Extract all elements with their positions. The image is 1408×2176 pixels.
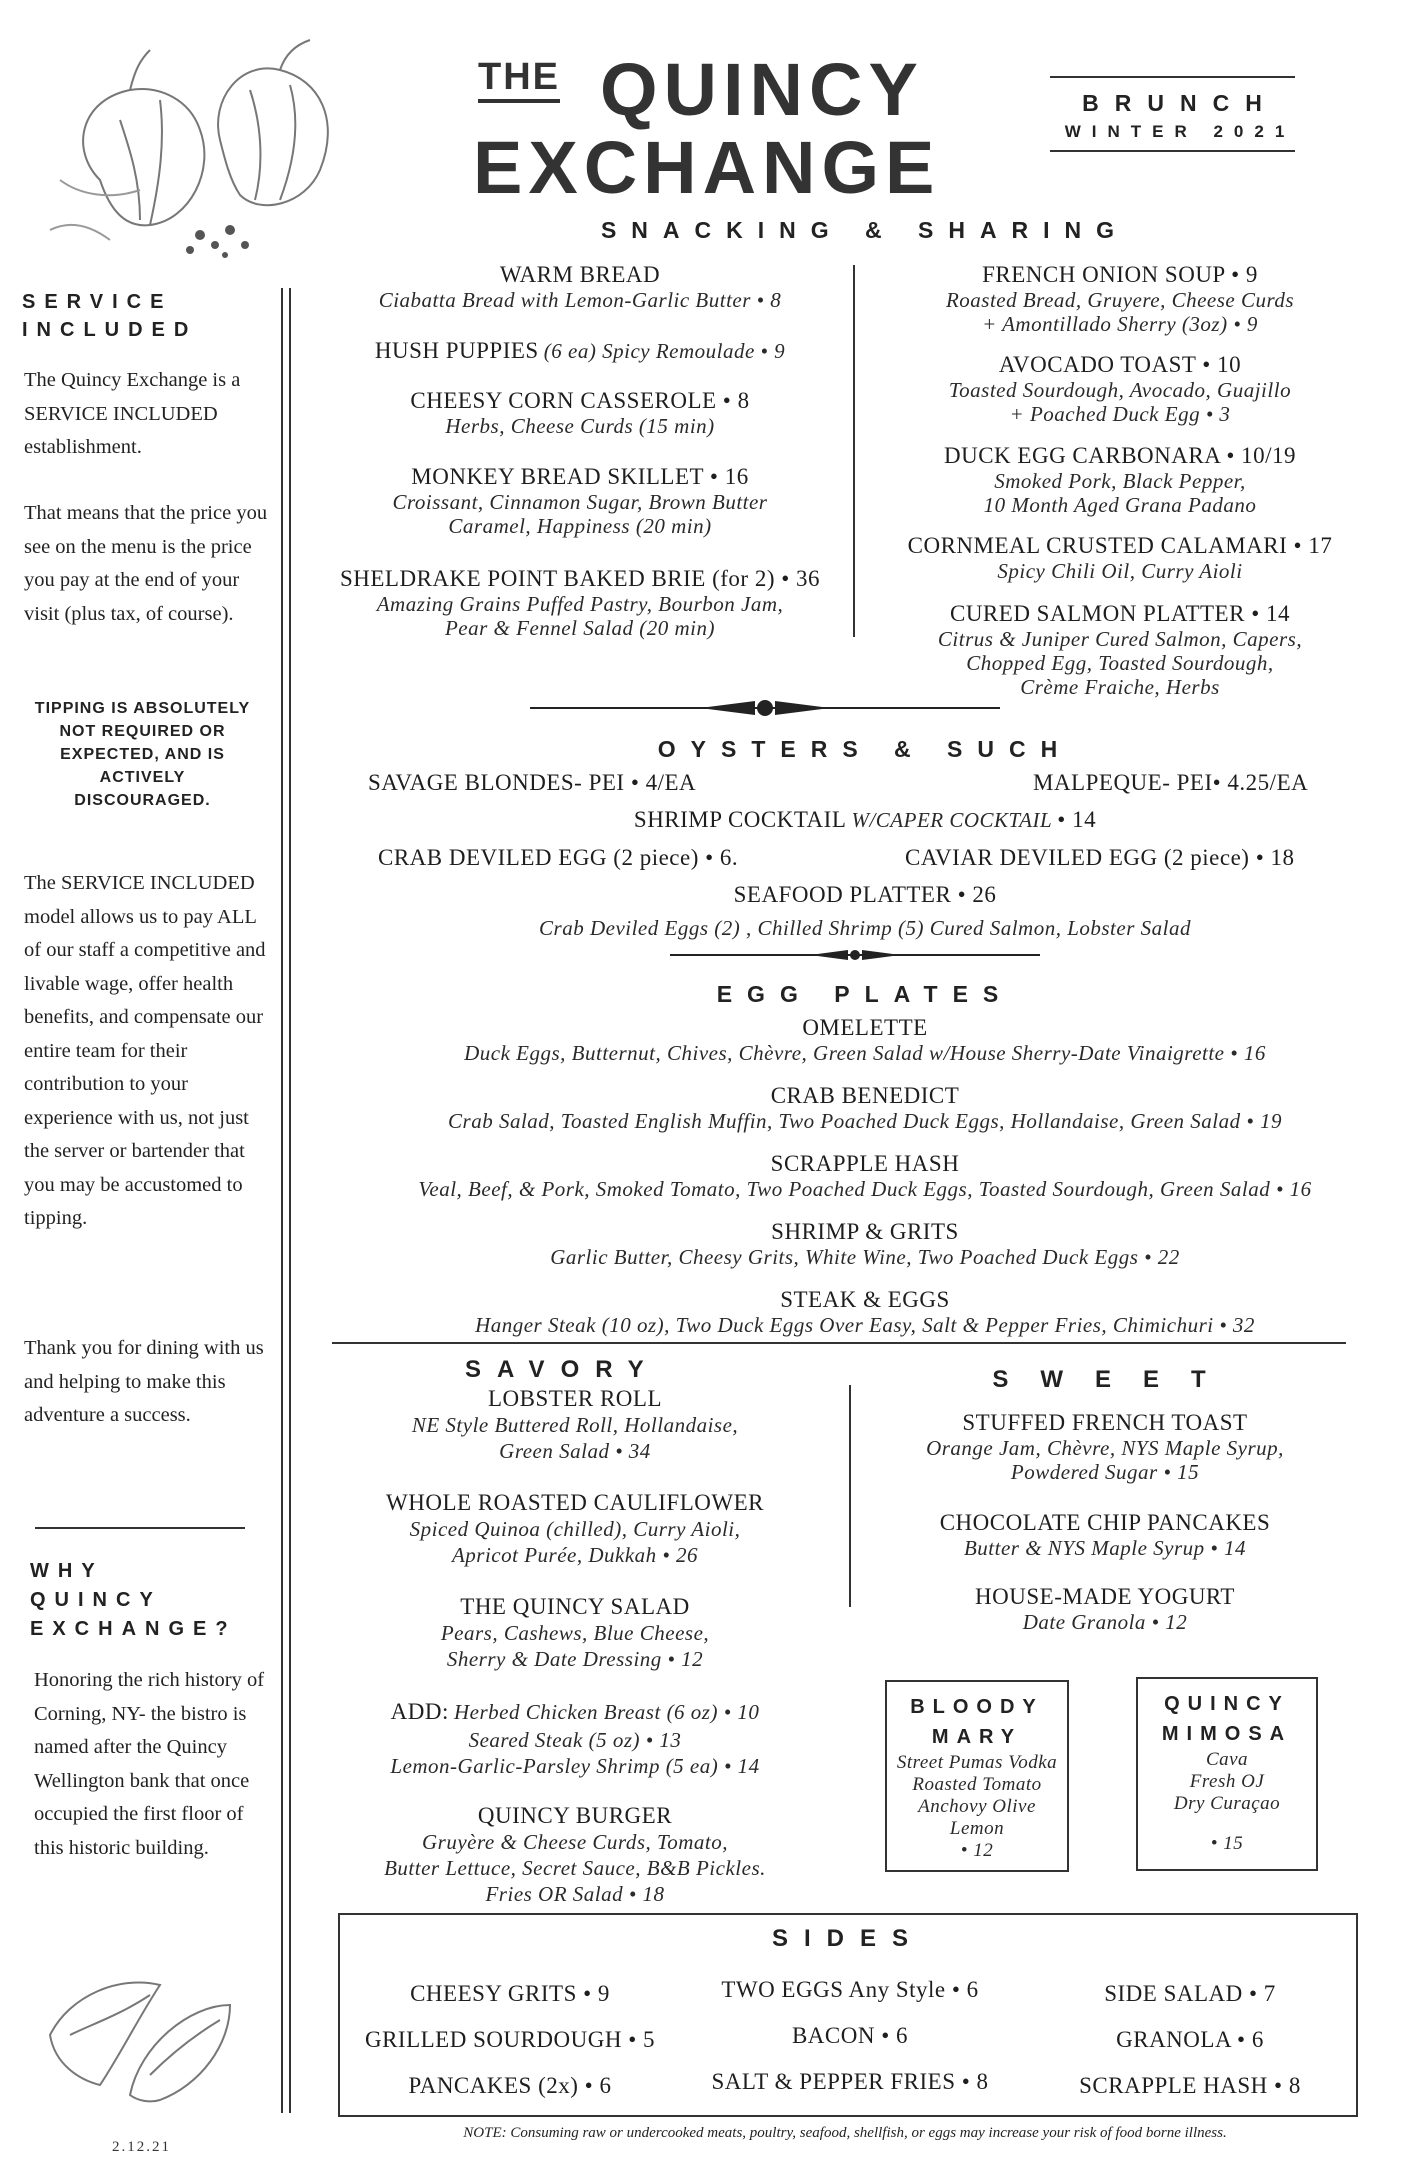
tipping-note: TIPPING IS ABSOLUTELY NOT REQUIRED OR EXPECTED, AND IS ACTIVELY DISCOURAGED. bbox=[34, 700, 251, 809]
snacking-heading: SNACKING & SHARING bbox=[600, 217, 1130, 243]
title-exchange: EXCHANGE bbox=[473, 126, 941, 209]
date-code: 2.12.21 bbox=[112, 2139, 171, 2155]
quincy-mimosa-box: QUINCY MIMOSA Cava Fresh OJ Dry Curaçao • 15 bbox=[1136, 1677, 1318, 1871]
snacking-left-column bbox=[320, 262, 840, 640]
ornament-divider-icon bbox=[530, 695, 1000, 721]
sides-heading: SIDES bbox=[771, 1925, 925, 1952]
title-the: THE bbox=[478, 55, 560, 103]
why-rule bbox=[35, 1527, 245, 1529]
bloody-mary-box: BLOODY MARY Street Pumas Vodka Roasted Tomato Anchovy Olive Lemon • 12 bbox=[885, 1680, 1069, 1872]
why-heading: WHY QUINCY EXCHANGE? bbox=[30, 1560, 237, 1640]
side-item: PANCAKES (2x) • 6 bbox=[408, 2073, 612, 2098]
service-heading: SERVICE INCLUDED bbox=[22, 291, 198, 341]
sides-col-1 bbox=[345, 1971, 675, 2109]
food-safety-note: NOTE: Consuming raw or undercooked meats, poultry, seafood, shellfish, or eggs may increase your risk of food borne illness. bbox=[463, 2125, 1227, 2141]
menu-item: SHRIMP & GRITS Garlic Butter, Cheesy Grits, White Wine, Two Poached Duck Eggs • 22 bbox=[550, 1219, 1180, 1269]
snacking-right-column bbox=[880, 262, 1360, 699]
sidebar-rule-1 bbox=[281, 288, 283, 2113]
why-para: Honoring the rich history of Corning, NY- the bistro is named after the Quincy Wellington bank that once occupied the first floor of this historic building. bbox=[34, 1669, 265, 1859]
side-item: TWO EGGS Any Style • 6 bbox=[721, 1977, 979, 2002]
menu-item: CORNMEAL CRUSTED CALAMARI • 17 Spicy Chili Oil, Curry Aioli bbox=[907, 533, 1333, 583]
side-item: BACON • 6 bbox=[791, 2023, 909, 2048]
menu-item-crab-egg: CRAB DEVILED EGG (2 piece) • 6. bbox=[378, 845, 739, 870]
egg-plates-list bbox=[330, 1015, 1400, 1337]
menu-item: HOUSE-MADE YOGURT Date Granola • 12 bbox=[975, 1584, 1235, 1634]
menu-item: CHOCOLATE CHIP PANCAKES Butter & NYS Maple Syrup • 14 bbox=[939, 1510, 1271, 1560]
sides-box bbox=[338, 1913, 1358, 2117]
menu-item: HUSH PUPPIES (6 ea) Spicy Remoulade • 9 bbox=[374, 338, 786, 363]
menu-item: LOBSTER ROLL NE Style Buttered Roll, Hollandaise, Green Salad • 34 bbox=[411, 1386, 739, 1463]
snacking-divider bbox=[853, 265, 855, 637]
title-quincy: QUINCY bbox=[600, 48, 924, 131]
brunch-bottom-rule bbox=[1050, 150, 1295, 152]
menu-item: WARM BREAD Ciabatta Bread with Lemon-Garlic Butter • 8 bbox=[378, 262, 782, 312]
menu-item: STEAK & EGGS Hanger Steak (10 oz), Two Duck Eggs Over Easy, Salt & Pepper Fries, Chimichuri • 32 bbox=[475, 1287, 1255, 1337]
side-item: GRANOLA • 6 bbox=[1116, 2027, 1264, 2052]
menu-item: WHOLE ROASTED CAULIFLOWER Spiced Quinoa (chilled), Curry Aioli, Apricot Purée, Dukkah • 26 bbox=[386, 1490, 764, 1567]
ornament-divider-icon bbox=[670, 946, 1040, 964]
sweet-list bbox=[860, 1410, 1350, 1634]
brunch-top-rule bbox=[1050, 76, 1295, 78]
service-para-2: That means that the price you see on the menu is the price you pay at the end of your visit (plus tax, of course). bbox=[24, 502, 268, 625]
garlic-clove-icon bbox=[30, 1945, 250, 2115]
menu-item: THE QUINCY SALAD Pears, Cashews, Blue Cheese, Sherry & Date Dressing • 12 bbox=[440, 1594, 710, 1671]
menu-item: AVOCADO TOAST • 10 Toasted Sourdough, Avocado, Guajillo + Poached Duck Egg • 3 bbox=[948, 352, 1292, 426]
menu-item: SCRAPPLE HASH Veal, Beef, & Pork, Smoked Tomato, Two Poached Duck Eggs, Toasted Sourdough, Green Salad • 16 bbox=[418, 1151, 1312, 1201]
side-item: SCRAPPLE HASH • 8 bbox=[1079, 2073, 1301, 2098]
savory-sweet-divider bbox=[849, 1385, 851, 1607]
egg-plates-rule bbox=[332, 1342, 1346, 1344]
menu-item: QUINCY BURGER Gruyère & Cheese Curds, Tomato, Butter Lettuce, Secret Sauce, B&B Pickles. Fries OR Salad • 18 bbox=[384, 1803, 766, 1906]
menu-item: CHEESY CORN CASSEROLE • 8 Herbs, Cheese Curds (15 min) bbox=[410, 388, 750, 438]
menu-item-shrimp-cocktail: SHRIMP COCKTAIL W/CAPER COCKTAIL • 14 bbox=[633, 807, 1097, 832]
menu-item: FRENCH ONION SOUP • 9 Roasted Bread, Gruyere, Cheese Curds + Amontillado Sherry (3oz) • 9 bbox=[945, 262, 1295, 336]
sides-col-3 bbox=[1025, 1971, 1355, 2109]
menu-item-malpeque: MALPEQUE- PEI• 4.25/EA bbox=[1033, 770, 1309, 795]
menu-item: SHELDRAKE POINT BAKED BRIE (for 2) • 36 Amazing Grains Puffed Pastry, Bourbon Jam, Pear & Fennel Salad (20 min) bbox=[339, 566, 821, 640]
side-item: SALT & PEPPER FRIES • 8 bbox=[711, 2069, 989, 2094]
garlic-illustration-icon bbox=[40, 30, 380, 260]
side-item: GRILLED SOURDOUGH • 5 bbox=[364, 2027, 656, 2052]
sweet-heading: SWEET bbox=[992, 1366, 1238, 1393]
menu-item: STUFFED FRENCH TOAST Orange Jam, Chèvre, NYS Maple Syrup, Powdered Sugar • 15 bbox=[926, 1410, 1284, 1484]
savory-heading: SAVORY bbox=[465, 1356, 660, 1383]
menu-name: BRUNCH bbox=[1082, 90, 1278, 116]
menu-item-caviar-egg: CAVIAR DEVILED EGG (2 piece) • 18 bbox=[905, 845, 1295, 870]
service-para-4: Thank you for dining with us and helping to make this adventure a success. bbox=[24, 1337, 264, 1426]
menu-item: DUCK EGG CARBONARA • 10/19 Smoked Pork, Black Pepper, 10 Month Aged Grana Padano bbox=[943, 443, 1297, 517]
side-item: SIDE SALAD • 7 bbox=[1104, 1981, 1276, 2006]
oysters-heading: OYSTERS & SUCH bbox=[657, 736, 1073, 762]
menu-item: MONKEY BREAD SKILLET • 16 Croissant, Cinnamon Sugar, Brown Butter Caramel, Happiness (20 min) bbox=[392, 464, 768, 538]
menu-item-seafood-platter: SEAFOOD PLATTER • 26 bbox=[733, 882, 997, 907]
egg-plates-heading: EGG PLATES bbox=[716, 981, 1014, 1007]
service-para-1: The Quincy Exchange is a SERVICE INCLUDED establishment. bbox=[24, 369, 241, 458]
side-item: CHEESY GRITS • 9 bbox=[410, 1981, 610, 2006]
savory-list bbox=[320, 1386, 830, 1907]
menu-item: CURED SALMON PLATTER • 14 Citrus & Juniper Cured Salmon, Capers, Chopped Egg, Toasted Sourdough, Crème Fraiche, Herbs bbox=[937, 601, 1303, 699]
menu-item: CRAB BENEDICT Crab Salad, Toasted English Muffin, Two Poached Duck Eggs, Hollandaise, Green Salad • 19 bbox=[448, 1083, 1282, 1133]
service-para-3: The SERVICE INCLUDED model allows us to pay ALL of our staff a competitive and livable wage, offer health benefits, and compensate our entire team for their contribution to your experience with us, not just the server or bartender that you may be accustomed to tipping. bbox=[24, 872, 266, 1229]
sides-col-2 bbox=[685, 1967, 1015, 2105]
menu-item-savage: SAVAGE BLONDES- PEI • 4/EA bbox=[368, 770, 697, 795]
seafood-platter-desc: Crab Deviled Eggs (2) , Chilled Shrimp (5) Cured Salmon, Lobster Salad bbox=[539, 916, 1191, 940]
menu-item: ADD: Herbed Chicken Breast (6 oz) • 10 Seared Steak (5 oz) • 13 Lemon-Garlic-Parsley Shrimp (5 ea) • 14 bbox=[390, 1699, 760, 1778]
menu-season: WINTER 2021 bbox=[1064, 122, 1296, 141]
menu-item: OMELETTE Duck Eggs, Butternut, Chives, Chèvre, Green Salad w/House Sherry-Date Vinaigrette • 16 bbox=[464, 1015, 1266, 1065]
sidebar-rule-2 bbox=[289, 288, 291, 2113]
